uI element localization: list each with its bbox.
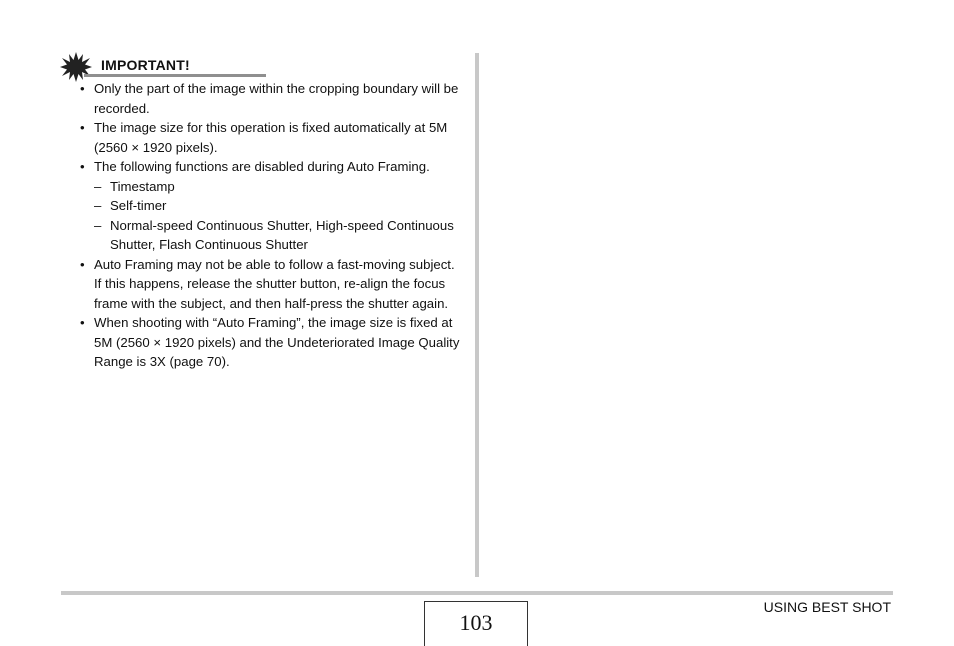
page-number-box <box>424 601 528 646</box>
footer-rule <box>61 591 893 595</box>
sub-list-item: – Timestamp <box>94 177 460 197</box>
important-notes <box>78 79 460 372</box>
list-item: • When shooting with “Auto Framing”, the image size is fixed at 5M (2560 × 1920 pixels) and the Undeteriorated Image Quality Range is 3X (page 70). <box>78 313 460 372</box>
burst-icon <box>60 52 92 82</box>
list-item: • The image size for this operation is fixed automatically at 5M (2560 × 1920 pixels). <box>78 118 460 157</box>
important-header <box>60 52 210 82</box>
sub-list-item: – Self-timer <box>94 196 460 216</box>
sub-list <box>94 177 460 255</box>
list-item: • Only the part of the image within the cropping boundary will be recorded. <box>78 79 460 118</box>
sub-list-item: – Normal-speed Continuous Shutter, High-speed Continuous Shutter, Flash Continuous Shutter <box>94 216 460 255</box>
column-divider <box>475 53 479 577</box>
bullet-list <box>78 79 460 372</box>
section-title: USING BEST SHOT <box>763 599 891 615</box>
important-label: IMPORTANT! <box>101 57 190 73</box>
list-item: • Auto Framing may not be able to follow a fast-moving subject. If this happens, release the shutter button, re-align the focus frame with the subject, and then half-press the shutter again. <box>78 255 460 314</box>
important-underline <box>84 74 266 77</box>
list-item-text: The following functions are disabled during Auto Framing. <box>94 159 430 174</box>
page-number: 103 <box>459 610 493 635</box>
list-item-disabled-functions <box>78 157 460 255</box>
